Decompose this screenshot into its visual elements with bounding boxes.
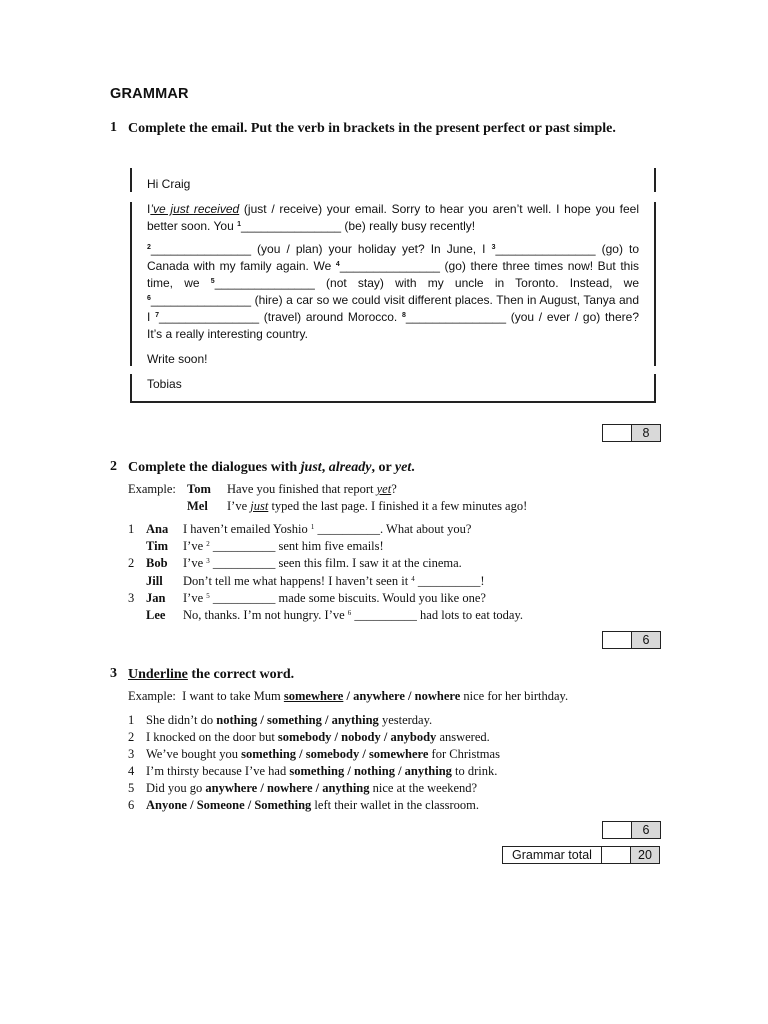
sentence-item: I knocked on the door but somebody / nobody / anybody answered. [146, 730, 490, 744]
gap-text: _______________ (not stay) with my uncle in Toronto. Instead, we [214, 276, 640, 290]
item-number: 3 [128, 747, 135, 761]
sentence-item: We’ve bought you something / somebody / somewhere for Christmas [146, 747, 500, 761]
gap-text: _______________ (hire) a car so we could visit different places. Then in August, Tanya and I [147, 293, 639, 324]
dialogue-line: No, thanks. I’m not hungry. I’ve $^6$ __________ had lots to eat today. [183, 608, 524, 622]
gap-text: _______________ (you / plan) your holiday yet? In June, I [150, 242, 492, 256]
q1-number: 1 [110, 120, 117, 135]
dialogue-line: I’ve $^2$ __________ sent him five emails! [183, 539, 384, 554]
score-max: 8 [632, 425, 660, 441]
q3-number: 3 [110, 666, 117, 681]
gap-text: _______________ (travel) around Morocco. [158, 310, 402, 324]
sentence-item: She didn’t do nothing / something / anything yesterday. [146, 713, 433, 727]
score-max: 6 [632, 632, 660, 648]
sentence-item: Did you go anywhere / nowhere / anything nice at the weekend? [146, 781, 478, 795]
email-greeting: Hi Craig [147, 177, 191, 191]
score-input[interactable] [603, 822, 632, 838]
q1-instruction: Complete the email. Put the verb in brackets in the present perfect or past simple. [128, 121, 616, 136]
gap-number: 6 [147, 295, 151, 302]
word-options[interactable]: something / nothing / anything [289, 764, 452, 778]
word-options[interactable]: somebody / nobody / anybody [277, 730, 437, 744]
q2-score-box [602, 631, 661, 649]
item-number: 2 [128, 730, 135, 744]
q3-score-box [602, 821, 661, 839]
q2-example-label: Example: [128, 482, 176, 496]
q3-example: Example: I want to take Mum somewhere / anywhere / nowhere nice for her birthday. [128, 689, 569, 703]
q2-number: 2 [110, 459, 117, 474]
grammar-total-box [502, 846, 660, 864]
gap-number: 4 [335, 261, 340, 268]
word-options[interactable]: anywhere / nowhere / anything [205, 781, 370, 795]
gap-number: 7 [155, 312, 159, 319]
word-options[interactable]: something / somebody / somewhere [241, 747, 429, 761]
speaker-name: Jill [146, 573, 163, 588]
grammar-total-value: 20 [631, 847, 659, 863]
gap-number: 8 [401, 312, 406, 319]
q2-example-line-1: Tom [187, 482, 211, 496]
dialogue-line: Don’t tell me what happens! I haven’t seen it $^4$ __________! [183, 573, 485, 588]
speaker-name: Bob [146, 556, 168, 571]
item-number: 1 [128, 713, 135, 727]
gap-text: _______________ (you / ever / go) there? It’s a really interesting country. [147, 310, 640, 341]
word-options[interactable]: Anyone / Someone / Something [146, 798, 312, 812]
gap-number: 2 [147, 244, 151, 251]
gap-number: 5 [210, 278, 215, 285]
item-number: 4 [128, 764, 135, 778]
score-input[interactable] [603, 632, 632, 648]
q1-score-box [602, 424, 661, 442]
email-paragraph-2 [147, 241, 639, 343]
word-options[interactable]: nothing / something / anything [216, 713, 379, 727]
email-example-answer: ’ve just received [150, 202, 240, 216]
q2-instruction: Complete the dialogues with just, already, or yet. [128, 460, 415, 475]
speaker-name: Tim [146, 539, 168, 554]
gap-text: _______________ (go) there three times now! But this time, we [147, 259, 639, 290]
dialogue-line: I’ve $^3$ __________ seen this film. I saw it at the cinema. [183, 556, 462, 571]
dialogue-number: 1 [128, 522, 135, 536]
q2-example-text-1: Have you finished that report yet? [227, 482, 397, 496]
gap-text: _______________ (go) to Canada with my family again. We [147, 242, 640, 273]
dialogue-line: I’ve $^5$ __________ made some biscuits. Would you like one? [183, 590, 486, 605]
dialogue-number: 2 [128, 556, 135, 571]
q2-example-text-2: I’ve just typed the last page. I finished it a few minutes ago! [227, 499, 528, 513]
grammar-total-label: Grammar total [503, 847, 602, 863]
email-paragraph-1: I’ve just received (just / receive) your email. Sorry to hear you aren’t well. I hope you feel better soon. You $^1$_______________ (be) really busy recently! [147, 202, 639, 233]
score-input[interactable] [603, 425, 632, 441]
sentence-item: I’m thirsty because I’ve had something / nothing / anything to drink. [146, 764, 498, 778]
q2-example-line-2: Mel [187, 499, 208, 513]
speaker-name: Lee [146, 608, 166, 622]
item-number: 5 [128, 781, 135, 795]
q3-instruction: Underline the correct word. [128, 667, 295, 682]
page-title: GRAMMAR [110, 86, 189, 102]
email-signature: Tobias [147, 377, 182, 391]
speaker-name: Ana [146, 522, 169, 536]
gap-number: 3 [491, 244, 496, 251]
dialogue-line: I haven’t emailed Yoshio $^1$ __________. What about you? [183, 522, 472, 536]
total-input[interactable] [602, 847, 631, 863]
email-signoff: Write soon! [147, 352, 208, 366]
item-number: 6 [128, 798, 135, 812]
dialogue-number: 3 [128, 590, 135, 605]
sentence-item: Anyone / Someone / Something left their wallet in the classroom. [146, 798, 479, 812]
score-max: 6 [632, 822, 660, 838]
speaker-name: Jan [146, 590, 166, 605]
